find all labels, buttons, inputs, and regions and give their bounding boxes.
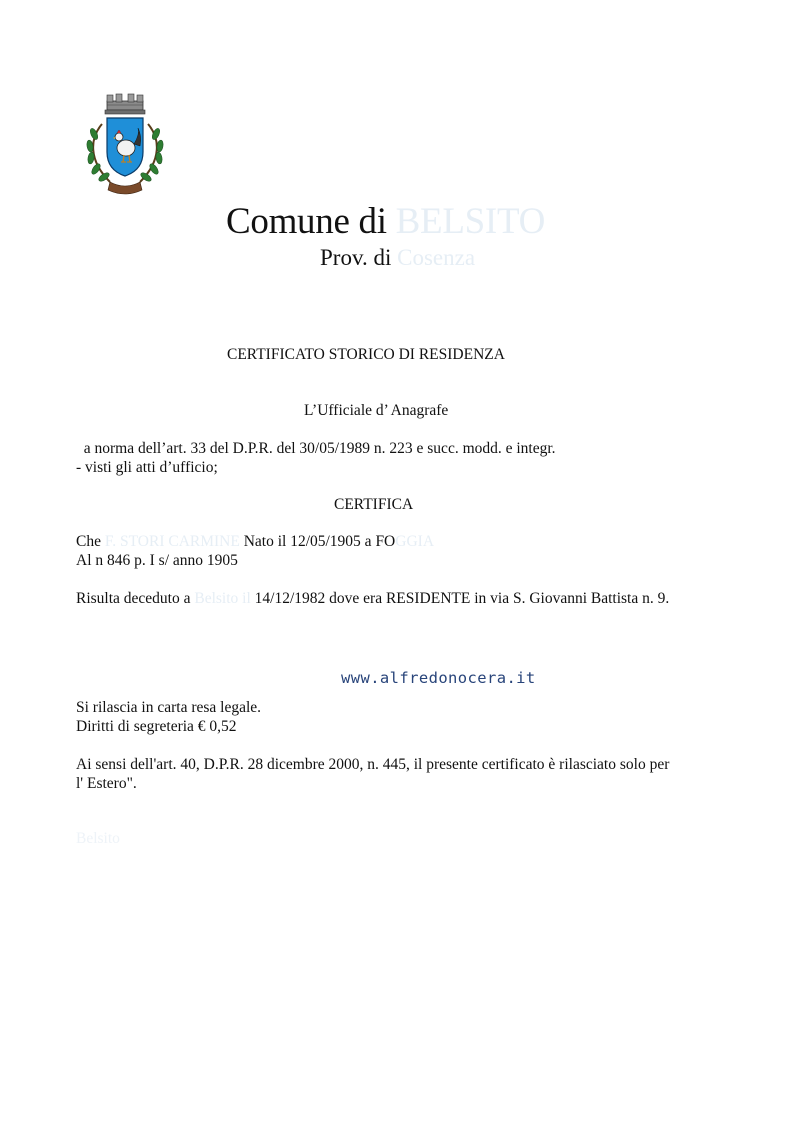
province-line bbox=[320, 243, 475, 273]
death-prefix: Risulta deceduto a bbox=[76, 590, 195, 607]
registry-line: Al n 846 p. I s/ anno 1905 bbox=[76, 552, 238, 569]
comune-label: Comune di bbox=[226, 201, 387, 242]
comune-name-redacted: BELSITO bbox=[395, 201, 546, 242]
subject-line bbox=[76, 532, 434, 551]
legal-reference-text: a norma dell’art. 33 del D.P.R. del 30/05/1989 n. 223 e succ. modd. e integr. bbox=[83, 440, 556, 457]
subject-name-redacted: F. STORI CARMINE bbox=[104, 533, 240, 550]
place-redacted: Belsito bbox=[76, 830, 120, 847]
website-watermark: www.alfredonocera.it bbox=[341, 669, 536, 687]
province-name-redacted: Cosenza bbox=[397, 245, 476, 270]
legal-reference-line bbox=[76, 439, 556, 458]
visti-line: - visti gli atti d’ufficio; bbox=[76, 459, 218, 476]
crown-icon bbox=[105, 94, 145, 114]
province-label: Prov. di bbox=[320, 245, 392, 270]
fees-line: Diritti di segreteria € 0,52 bbox=[76, 718, 237, 735]
subject-birth: Nato il 12/05/1905 a FO bbox=[239, 533, 396, 550]
certifica-heading: CERTIFICA bbox=[334, 496, 414, 513]
official-title: L’Ufficiale d’ Anagrafe bbox=[304, 402, 449, 419]
subject-prefix: Che bbox=[76, 533, 105, 550]
comune-title bbox=[226, 199, 545, 245]
death-details: 14/12/1982 dove era RESIDENTE in via S. Giovanni Battista n. 9. bbox=[250, 590, 670, 607]
document-heading: CERTIFICATO STORICO DI RESIDENZA bbox=[227, 346, 505, 363]
death-place-redacted: Belsito il bbox=[194, 590, 251, 607]
birth-place-redacted: GGIA bbox=[395, 533, 435, 550]
municipal-crest-logo bbox=[80, 90, 170, 202]
legal-note-line-2: l' Estero". bbox=[76, 775, 137, 792]
legal-note-line-1: Ai sensi dell'art. 40, D.P.R. 28 dicembre 2000, n. 445, il presente certificato è rilasciato solo per bbox=[76, 756, 670, 773]
carta-line: Si rilascia in carta resa legale. bbox=[76, 699, 262, 716]
ribbon-icon bbox=[108, 182, 142, 194]
death-residence-line bbox=[76, 589, 669, 608]
